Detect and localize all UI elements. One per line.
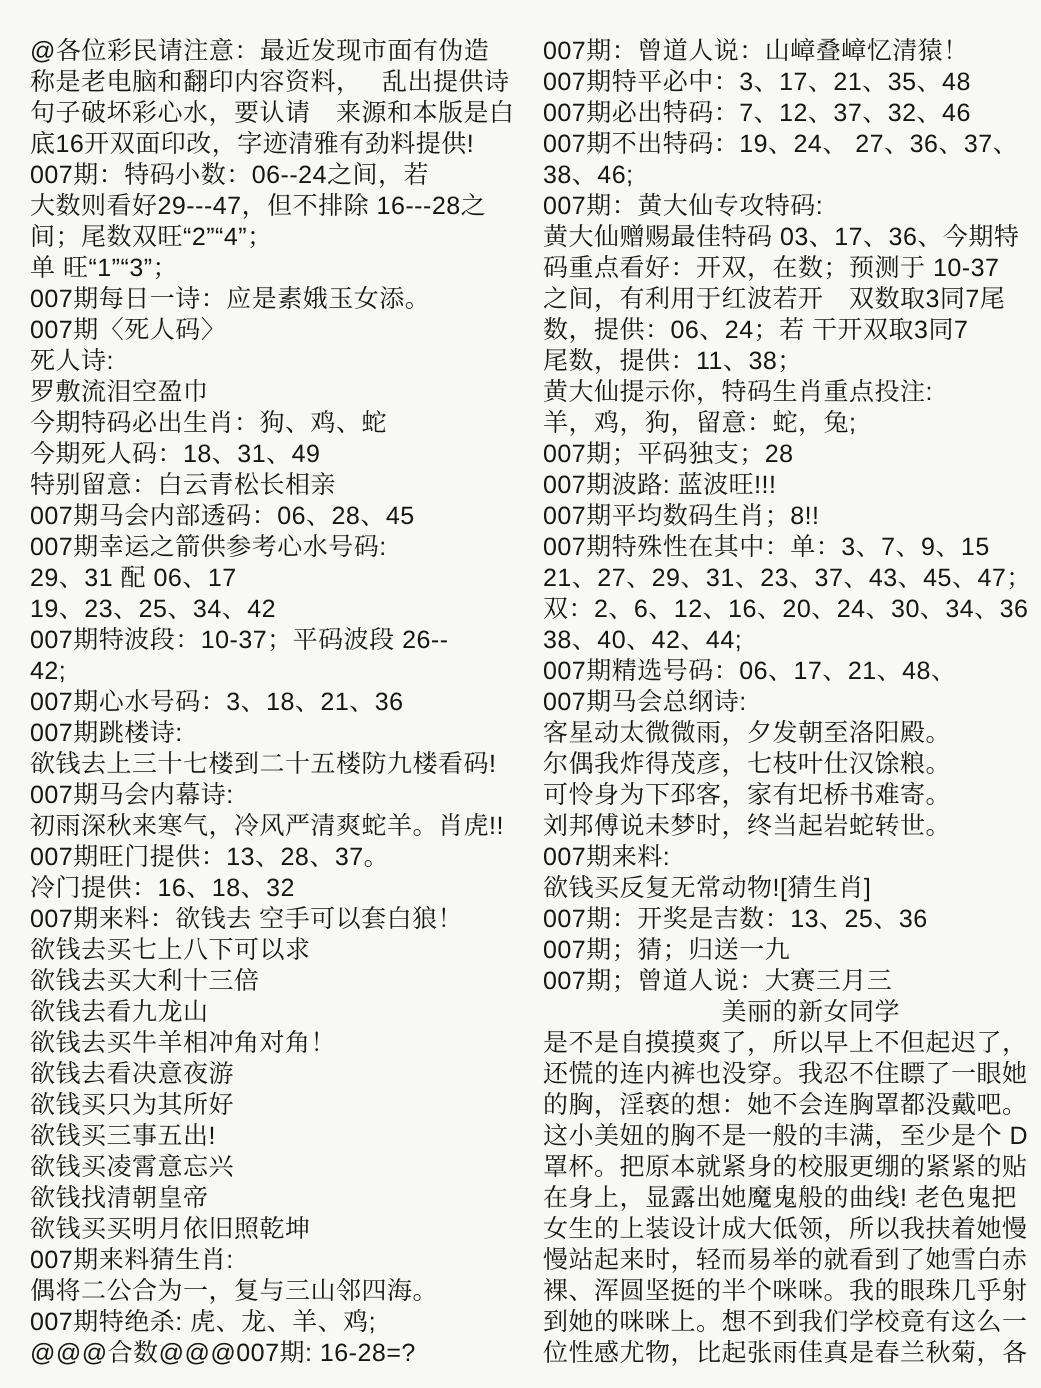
text-line: 欲钱去买大利十三倍 [30, 967, 260, 995]
text-line: 冷门提供：16、18、32 [30, 874, 295, 902]
text-line: 慢站起来时，轻而易举的就看到了她雪白赤 [543, 1246, 1028, 1274]
text-line: 数，提供：06、24；若 干开双取3同7 [543, 316, 969, 344]
text-line: 007期马会内幕诗: [30, 781, 234, 809]
text-line: @@@合数@@@007期: 16-28=? [30, 1339, 416, 1367]
text-line: 今期特码必出生肖：狗、鸡、蛇 [30, 409, 388, 437]
text-line: 007期不出特码：19、24、 27、36、37、 [543, 130, 1019, 158]
text-line: 这小美妞的胸不是一般的丰满，至少是个 D [543, 1122, 1029, 1150]
text-line: 007期：特码小数：06--24之间，若 [30, 161, 429, 189]
text-line: 黄大仙提示你，特码生肖重点投注: [543, 378, 933, 406]
text-line: 罩杯。把原本就紧身的校服更绷的紧紧的贴 [543, 1153, 1028, 1181]
right-text-column [543, 36, 1032, 1369]
text-line: 美丽的新女同学 [543, 998, 901, 1026]
text-line: 客星动太微微雨，夕发朝至洛阳殿。 [543, 719, 952, 747]
text-line: 007期旺门提供：13、28、37。 [30, 843, 390, 871]
text-line: 007期：曾道人说：山嶂叠嶂忆清猿！ [543, 37, 969, 65]
text-line: 尾数，提供：11、38； [543, 347, 803, 375]
text-line: 38、46; [543, 161, 634, 189]
text-line: 007期精选号码：06、17、21、48、 [543, 657, 957, 685]
text-line: 007期来料：欲钱去 空手可以套白狼！ [30, 905, 464, 933]
text-line: 底16开双面印改，字迹清雅有劲料提供! [30, 130, 475, 158]
text-line: 单 旺“1”“3”； [30, 254, 179, 282]
text-line: 可怜身为下邳客，家有圯桥书难寄。 [543, 781, 952, 809]
text-line: 007期每日一诗：应是素娥玉女添。 [30, 285, 431, 313]
text-line: 007期；猜；归送一九 [543, 936, 791, 964]
text-line: 欲钱去买七上八下可以求 [30, 936, 311, 964]
text-line: 欲钱买反复无常动物![猜生肖] [543, 874, 872, 902]
text-line: 羊，鸡，狗，留意：蛇，兔; [543, 409, 857, 437]
text-line: 007期必出特码：7、12、37、32、46 [543, 99, 971, 127]
text-line: 刘邦傅说未梦时，终当起岩蛇转世。 [543, 812, 952, 840]
text-line: 双：2、6、12、16、20、24、30、34、36 [543, 595, 1029, 623]
text-line: 裸、浑圆坚挺的半个咪咪。我的眼珠几乎射 [543, 1277, 1028, 1305]
text-line: 007期来料猜生肖: [30, 1246, 234, 1274]
text-line: 罗敷流泪空盈巾 [30, 378, 209, 406]
text-line: 称是老电脑和翻印内容资料， 乱出提供诗 [30, 68, 510, 96]
text-line: 007期来料: [543, 843, 671, 871]
text-line: 007期：黄大仙专攻特码: [543, 192, 824, 220]
text-line: 007期：开奖是吉数：13、25、36 [543, 905, 928, 933]
text-line: 到她的咪咪上。想不到我们学校竟有这么一 [543, 1308, 1028, 1336]
text-line: 007期特波段：10-37；平码波段 26-- [30, 626, 449, 654]
text-line: 女生的上装设计成大低领，所以我扶着她慢 [543, 1215, 1028, 1243]
text-line: 还慌的连内裤也没穿。我忍不住瞟了一眼她 [543, 1060, 1028, 1088]
text-line: 今期死人码：18、31、49 [30, 440, 321, 468]
text-line: 007期特平必中：3、17、21、35、48 [543, 68, 971, 96]
text-line: 007期；曾道人说：大赛三月三 [543, 967, 893, 995]
text-line: 在身上，显露出她魔鬼般的曲线! 老色鬼把 [543, 1184, 1017, 1212]
text-line: 007期波路: 蓝波旺!!! [543, 471, 777, 499]
text-line: 欲钱买三事五出! [30, 1122, 216, 1150]
text-line: 句子破坏彩心水，要认请 来源和本版是白 [30, 99, 515, 127]
text-line: 007期马会总纲诗: [543, 688, 747, 716]
text-line: 欲钱去看决意夜游 [30, 1060, 235, 1088]
text-line: 欲钱找清朝皇帝 [30, 1184, 209, 1212]
text-line: 特别留意：白云青松长相亲 [30, 471, 337, 499]
text-line: 欲钱买买明月依旧照乾坤 [30, 1215, 311, 1243]
text-line: 欲钱去看九龙山 [30, 998, 209, 1026]
text-line: 007期〈死人码〉 [30, 316, 227, 344]
left-text-column [30, 36, 515, 1369]
text-line: 间；尾数双旺“2”“4”； [30, 223, 273, 251]
text-line: 007期心水号码：3、18、21、36 [30, 688, 404, 716]
text-line: 007期跳楼诗: [30, 719, 183, 747]
text-line: @各位彩民请注意：最近发现市面有伪造 [30, 37, 490, 65]
text-line: 007期特殊性在其中：单：3、7、9、15 [543, 533, 990, 561]
text-line: 尔偶我炸得茂彦，七枝叶仕汉馀粮。 [543, 750, 952, 778]
text-line: 的胸，淫亵的想：她不会连胸罩都没戴吧。 [543, 1091, 1028, 1119]
text-line: 是不是自摸摸爽了，所以早上不但起迟了， [543, 1029, 1028, 1057]
text-line: 欲钱去买牛羊相冲角对角！ [30, 1029, 337, 1057]
text-line: 初雨深秋来寒气，冷风严清爽蛇羊。肖虎!! [30, 812, 504, 840]
text-line: 位性感尤物，比起张雨佳真是春兰秋菊，各 [543, 1339, 1028, 1367]
text-line: 38、40、42、44; [543, 626, 743, 654]
text-line: 007期马会内部透码：06、28、45 [30, 502, 415, 530]
text-line: 欲钱买只为其所好 [30, 1091, 235, 1119]
text-line: 黄大仙赠赐最佳特码 03、17、36、今期特 [543, 223, 1020, 251]
text-line: 死人诗: [30, 347, 114, 375]
text-line: 之间，有利用于红波若开 双数取3同7尾 [543, 285, 1006, 313]
text-line: 大数则看好29---47，但不排除 16---28之 [30, 192, 487, 220]
text-line: 29、31 配 06、17 [30, 564, 237, 592]
text-line: 42; [30, 657, 67, 685]
text-line: 欲钱去上三十七楼到二十五楼防九楼看码! [30, 750, 497, 778]
text-line: 007期平均数码生肖；8!! [543, 502, 820, 530]
text-line: 码重点看好：开双，在数；预测于 10-37 [543, 254, 1000, 282]
text-line: 19、23、25、34、42 [30, 595, 277, 623]
text-line: 007期；平码独支；28 [543, 440, 794, 468]
text-line: 007期特绝杀: 虎、龙、羊、鸡; [30, 1308, 377, 1336]
text-line: 欲钱买凌霄意忘兴 [30, 1153, 235, 1181]
text-line: 007期幸运之箭供参考心水号码: [30, 533, 387, 561]
text-line: 偶将二公合为一，复与三山邻四海。 [30, 1277, 439, 1305]
text-line: 21、27、29、31、23、37、43、45、47； [543, 564, 1032, 592]
